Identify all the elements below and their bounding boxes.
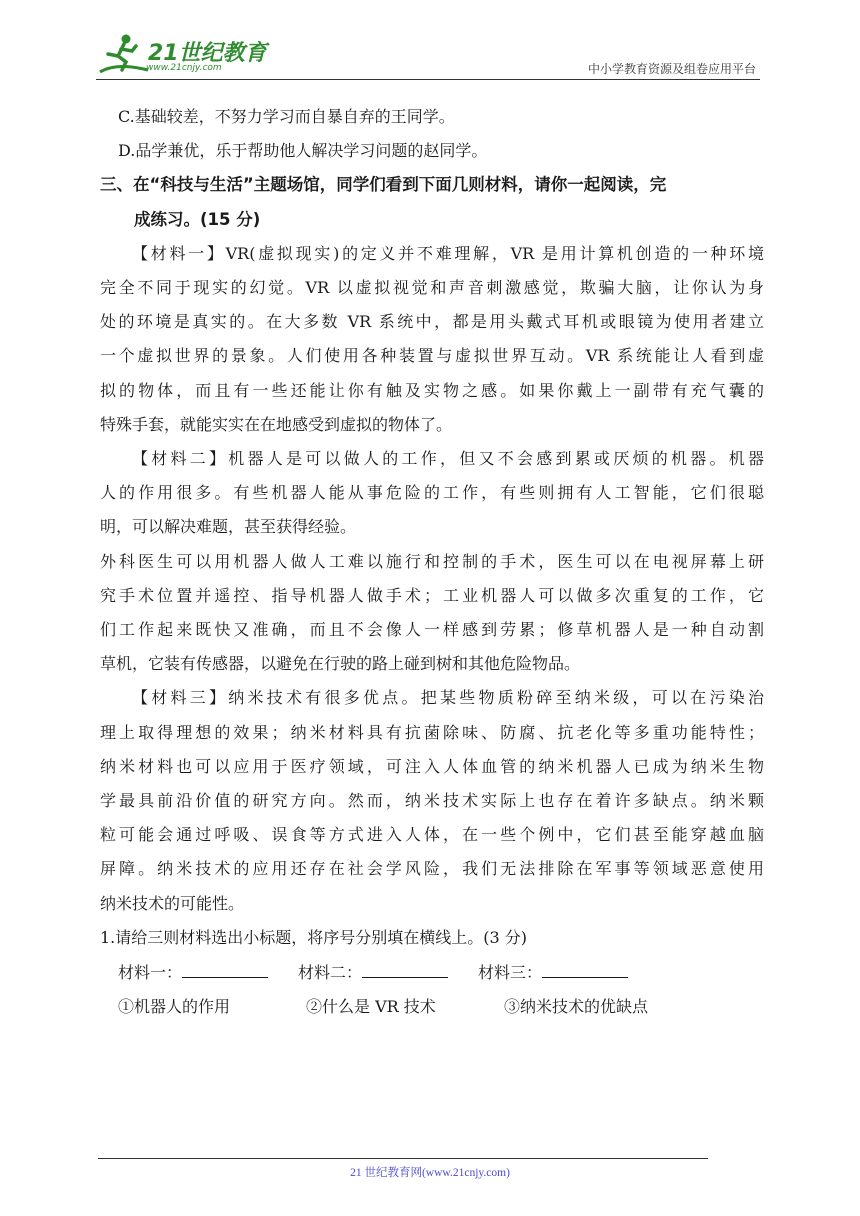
material-1-line: 一个虚拟世界的景象。人们使用各种装置与虚拟世界互动。VR 系统能让人看到虚	[100, 346, 764, 366]
material-1-line: 完全不同于现实的幻觉。VR 以虚拟视觉和声音刺激感觉，欺骗大脑，让你认为身	[100, 278, 764, 298]
page-header	[96, 32, 760, 80]
material-2-line: 外科医生可以用机器人做人工难以施行和控制的手术，医生可以在电视屏幕上研	[100, 551, 764, 571]
blank-line[interactable]	[362, 955, 448, 978]
question-1: 1.请给三则材料选出小标题，将序号分别填在横线上。(3 分)	[100, 927, 528, 947]
logo-text: 21世纪教育	[148, 41, 267, 66]
material-1-line: 拟的物体，而且有一些还能让你有触及实物之感。如果你戴上一副带有充气囊的	[100, 380, 764, 400]
blank-material-2[interactable]: 材料二：	[298, 955, 448, 990]
site-logo	[96, 32, 266, 78]
option-c: C.基础较差，不努力学习而自暴自弃的王同学。	[118, 107, 455, 126]
section-heading-cont: 成练习。(15 分)	[134, 209, 261, 229]
material-3-line: 屏障。纳米技术的应用还存在社会学风险，我们无法排除在军事等领域恶意使用	[100, 859, 764, 879]
material-2-line: 人的作用很多。有些机器人能从事危险的工作，有些则拥有人工智能，它们很聪	[100, 483, 764, 503]
document-body	[100, 100, 764, 1024]
blank-material-3[interactable]: 材料三：	[478, 955, 628, 990]
material-3-line: 理上取得理想的效果；纳米材料具有抗菌除味、防腐、抗老化等多重功能特性；	[100, 722, 764, 742]
header-divider	[96, 79, 760, 80]
material-2-line: 究手术位置并遥控、指导机器人做手术；工业机器人可以做多次重复的工作，它	[100, 585, 764, 605]
choice-3: ③纳米技术的优缺点	[504, 997, 649, 1017]
material-3-line: 纳米技术的可能性。	[100, 893, 245, 913]
material-3-line: 粒可能会通过呼吸、误食等方式进入人体，在一些个例中，它们甚至能穿越血脑	[100, 825, 764, 845]
blank-material-1[interactable]: 材料一：	[118, 955, 268, 990]
platform-title: 中小学教育资源及组卷应用平台	[587, 62, 756, 76]
material-1-line: 处的环境是真实的。在大多数 VR 系统中，都是用头戴式耳机或眼镜为使用者建立	[100, 312, 764, 332]
material-2-line: 们工作起来既快又准确，而且不会像人一样感到劳累；修草机器人是一种自动割	[100, 620, 764, 640]
material-3-line: 【材料三】纳米技术有很多优点。把某些物质粉碎至纳米级，可以在污染治	[132, 688, 764, 708]
material-2-line: 明，可以解决难题，甚至获得经验。	[100, 517, 357, 537]
option-d: D.品学兼优，乐于帮助他人解决学习问题的赵同学。	[118, 141, 488, 161]
material-2-line: 草机，它装有传感器，以避免在行驶的路上碰到树和其他危险物品。	[100, 654, 581, 674]
footer-text: 21 世纪教育网(www.21cnjy.com)	[350, 1167, 510, 1179]
section-heading: 三、在“科技与生活”主题场馆，同学们看到下面几则材料，请你一起阅读，完	[100, 175, 667, 195]
material-1-line: 特殊手套，就能实实在在地感受到虚拟的物体了。	[100, 414, 453, 434]
material-3-line: 学最具前沿价值的研究方向。然而，纳米技术实际上也存在着许多缺点。纳米颗	[100, 791, 764, 811]
answer-blanks	[100, 955, 764, 990]
blank-line[interactable]	[542, 955, 628, 978]
blank-line[interactable]	[182, 955, 268, 978]
logo-url: www.21cnjy.com	[146, 63, 222, 73]
footer-divider	[98, 1158, 708, 1159]
material-1-line: 【材料一】VR(虚拟现实)的定义并不难理解，VR 是用计算机创造的一种环境	[132, 243, 764, 263]
choice-1: ①机器人的作用	[118, 997, 231, 1017]
choice-2: ②什么是 VR 技术	[306, 997, 436, 1017]
choice-list	[100, 990, 764, 1024]
runner-logo-icon	[96, 32, 152, 78]
material-2-line: 【材料二】机器人是可以做人的工作，但又不会感到累或厌烦的机器。机器	[132, 449, 764, 469]
material-3-line: 纳米材料也可以应用于医疗领域，可注入人体血管的纳米机器人已成为纳米生物	[100, 756, 764, 776]
